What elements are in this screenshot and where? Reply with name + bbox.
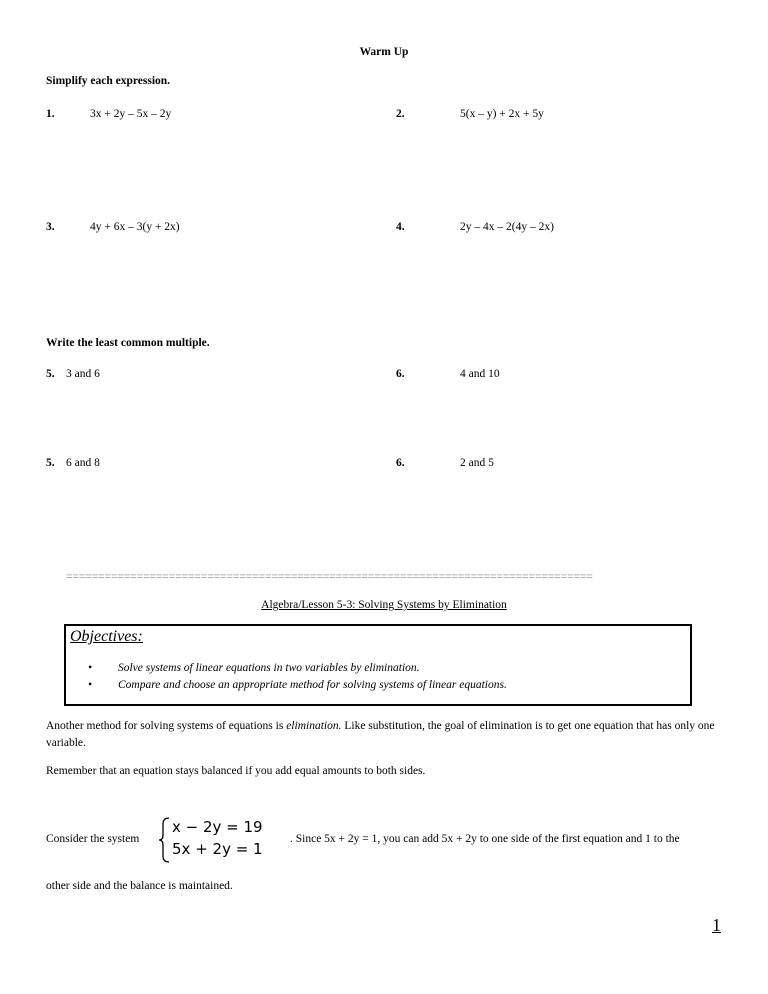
left-brace-icon (158, 817, 172, 863)
problem-number: 2. (396, 108, 405, 120)
list-item: • Solve systems of linear equations in two variables by elimination. (88, 660, 507, 677)
problem-expression: 2 and 5 (460, 457, 494, 469)
problem-expression: 3x + 2y – 5x – 2y (90, 108, 172, 120)
problem-number: 6. (396, 457, 405, 469)
problem-number: 1. (46, 108, 55, 120)
section-separator: ================================================================================== (66, 571, 593, 583)
consider-label: Consider the system (46, 833, 140, 845)
problem-number: 6. (396, 368, 405, 380)
bullet-icon: • (88, 662, 93, 674)
problem-expression: 5(x – y) + 2x + 5y (460, 108, 544, 120)
bullet-icon: • (88, 679, 93, 691)
problem-number: 3. (46, 221, 55, 233)
problem-expression: 2y – 4x – 2(4y – 2x) (460, 221, 554, 233)
list-item: • Compare and choose an appropriate method for solving systems of linear equations. (88, 677, 507, 694)
paragraph-balance: Remember that an equation stays balanced if you add equal amounts to both sides. (46, 765, 426, 777)
problem-expression: 4y + 6x – 3(y + 2x) (90, 221, 180, 233)
objectives-list (88, 660, 507, 694)
objectives-box (64, 624, 692, 706)
equation-1: x − 2y = 19 (172, 818, 263, 836)
problem-number: 5. (46, 368, 55, 380)
lesson-title: Algebra/Lesson 5-3: Solving Systems by Elimination (261, 599, 507, 611)
section-heading-lcm: Write the least common multiple. (46, 337, 210, 349)
problem-number: 4. (396, 221, 405, 233)
problem-number: 5. (46, 457, 55, 469)
paragraph-elimination: Another method for solving systems of equations is elimination. Like substitution, the goal of elimination is to get one equation that has only one variable. (46, 720, 715, 749)
consider-explanation: . Since 5x + 2y = 1, you can add 5x + 2y to one side of the first equation and 1 to the (290, 833, 680, 845)
equation-2: 5x + 2y = 1 (172, 840, 263, 858)
page-number: 1 (712, 915, 721, 935)
consider-continuation: other side and the balance is maintained. (46, 880, 233, 892)
warmup-title: Warm Up (359, 46, 409, 58)
objectives-title: Objectives: (70, 628, 143, 645)
section-heading-simplify: Simplify each expression. (46, 75, 171, 87)
problem-expression: 4 and 10 (460, 368, 500, 380)
system-of-equations (158, 816, 268, 864)
problem-expression: 3 and 6 (66, 368, 100, 380)
problem-expression: 6 and 8 (66, 457, 100, 469)
